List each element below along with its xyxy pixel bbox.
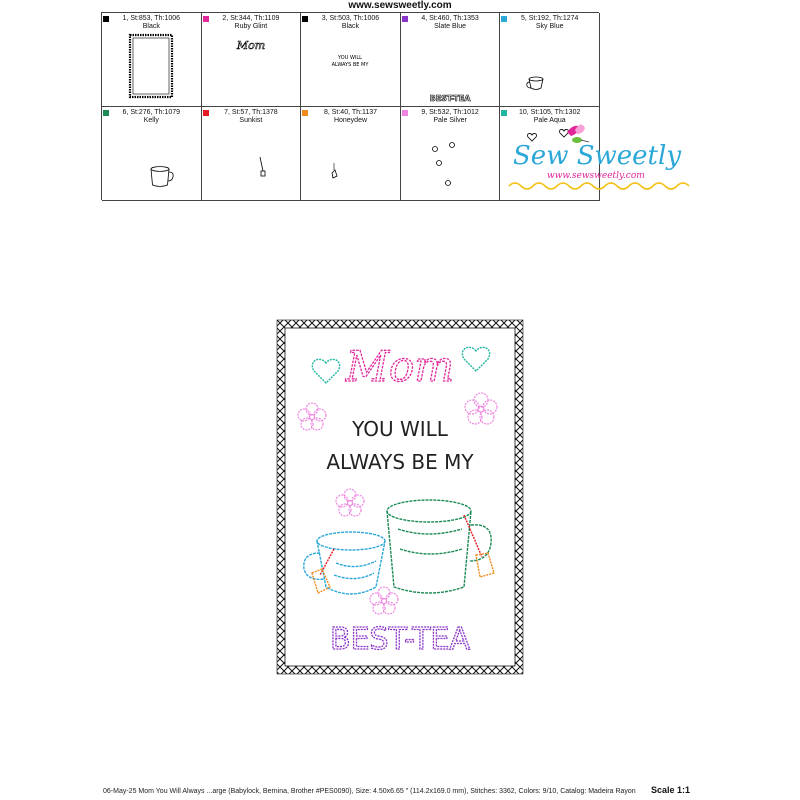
thumb-mom-text: Mom <box>236 39 265 52</box>
color-label-stitch: 7, St:57, Th:1378 <box>224 109 278 116</box>
color-label-name: Honeydew <box>333 117 368 124</box>
color-label-name: Black <box>142 23 160 30</box>
logo-url-text: www.sewsweetly.com <box>547 171 645 181</box>
design-bottom-text: BEST-TEA <box>329 622 471 657</box>
thumb-text-1: YOU WILL <box>338 55 363 61</box>
color-label-name: Pale Silver <box>433 117 467 124</box>
color-label-name: Ruby Glint <box>234 23 268 30</box>
color-cell <box>401 13 501 107</box>
color-cell <box>401 107 501 201</box>
color-label-stitch: 1, St:853, Th:1006 <box>122 15 181 22</box>
embroidery-design <box>276 319 524 675</box>
color-label-name: Slate Blue <box>434 23 467 30</box>
design-title-mom: Mom <box>345 342 455 391</box>
sew-sweetly-logo <box>505 118 695 198</box>
logo-brand-text: Sew Sweetly <box>513 141 682 171</box>
site-url: www.sewsweetly.com <box>348 0 452 11</box>
color-label-stitch: 4, St:460, Th:1353 <box>421 15 479 22</box>
color-label-name: Kelly <box>143 117 159 124</box>
color-cell <box>102 13 202 107</box>
color-cell <box>301 13 401 107</box>
color-cell <box>102 107 202 201</box>
color-label-stitch: 3, St:503, Th:1006 <box>321 15 380 22</box>
color-label-stitch: 6, St:276, Th:1079 <box>122 109 181 116</box>
thumb-besttea-text: BEST-TEA <box>429 94 471 103</box>
color-cell <box>202 107 302 201</box>
color-label-name: Black <box>341 23 360 30</box>
design-line-2: ALWAYS BE MY <box>326 450 474 474</box>
scale-label: Scale 1:1 <box>651 785 691 795</box>
footer-info: 06-May-25 Mom You Will Always ...arge (Babylock, Bernina, Brother #PES0090), Size: 4.50x6.65 " (114.2x169.0 mm), Stitches: 3362, Colors: 9/10, Catalog: Madeira Rayon <box>103 788 636 795</box>
thumb-text-2: ALWAYS BE MY <box>331 62 369 68</box>
color-label-name: Sunkist <box>239 117 263 124</box>
color-cell <box>500 13 600 107</box>
color-label-stitch: 9, St:532, Th:1012 <box>421 109 479 116</box>
color-label-stitch: 2, St:344, Th:1109 <box>222 15 280 22</box>
color-cell <box>301 107 401 201</box>
color-label-name: Sky Blue <box>535 23 564 30</box>
color-label-stitch: 5, St:192, Th:1274 <box>520 15 579 22</box>
color-label-stitch: 10, St:105, Th:1302 <box>519 109 581 116</box>
color-label-stitch: 8, St:40, Th:1137 <box>323 109 378 116</box>
design-line-1: YOU WILL <box>352 417 448 441</box>
color-cell <box>202 13 302 107</box>
color-label-name: Pale Aqua <box>533 117 566 124</box>
logo-swirl <box>509 183 689 189</box>
